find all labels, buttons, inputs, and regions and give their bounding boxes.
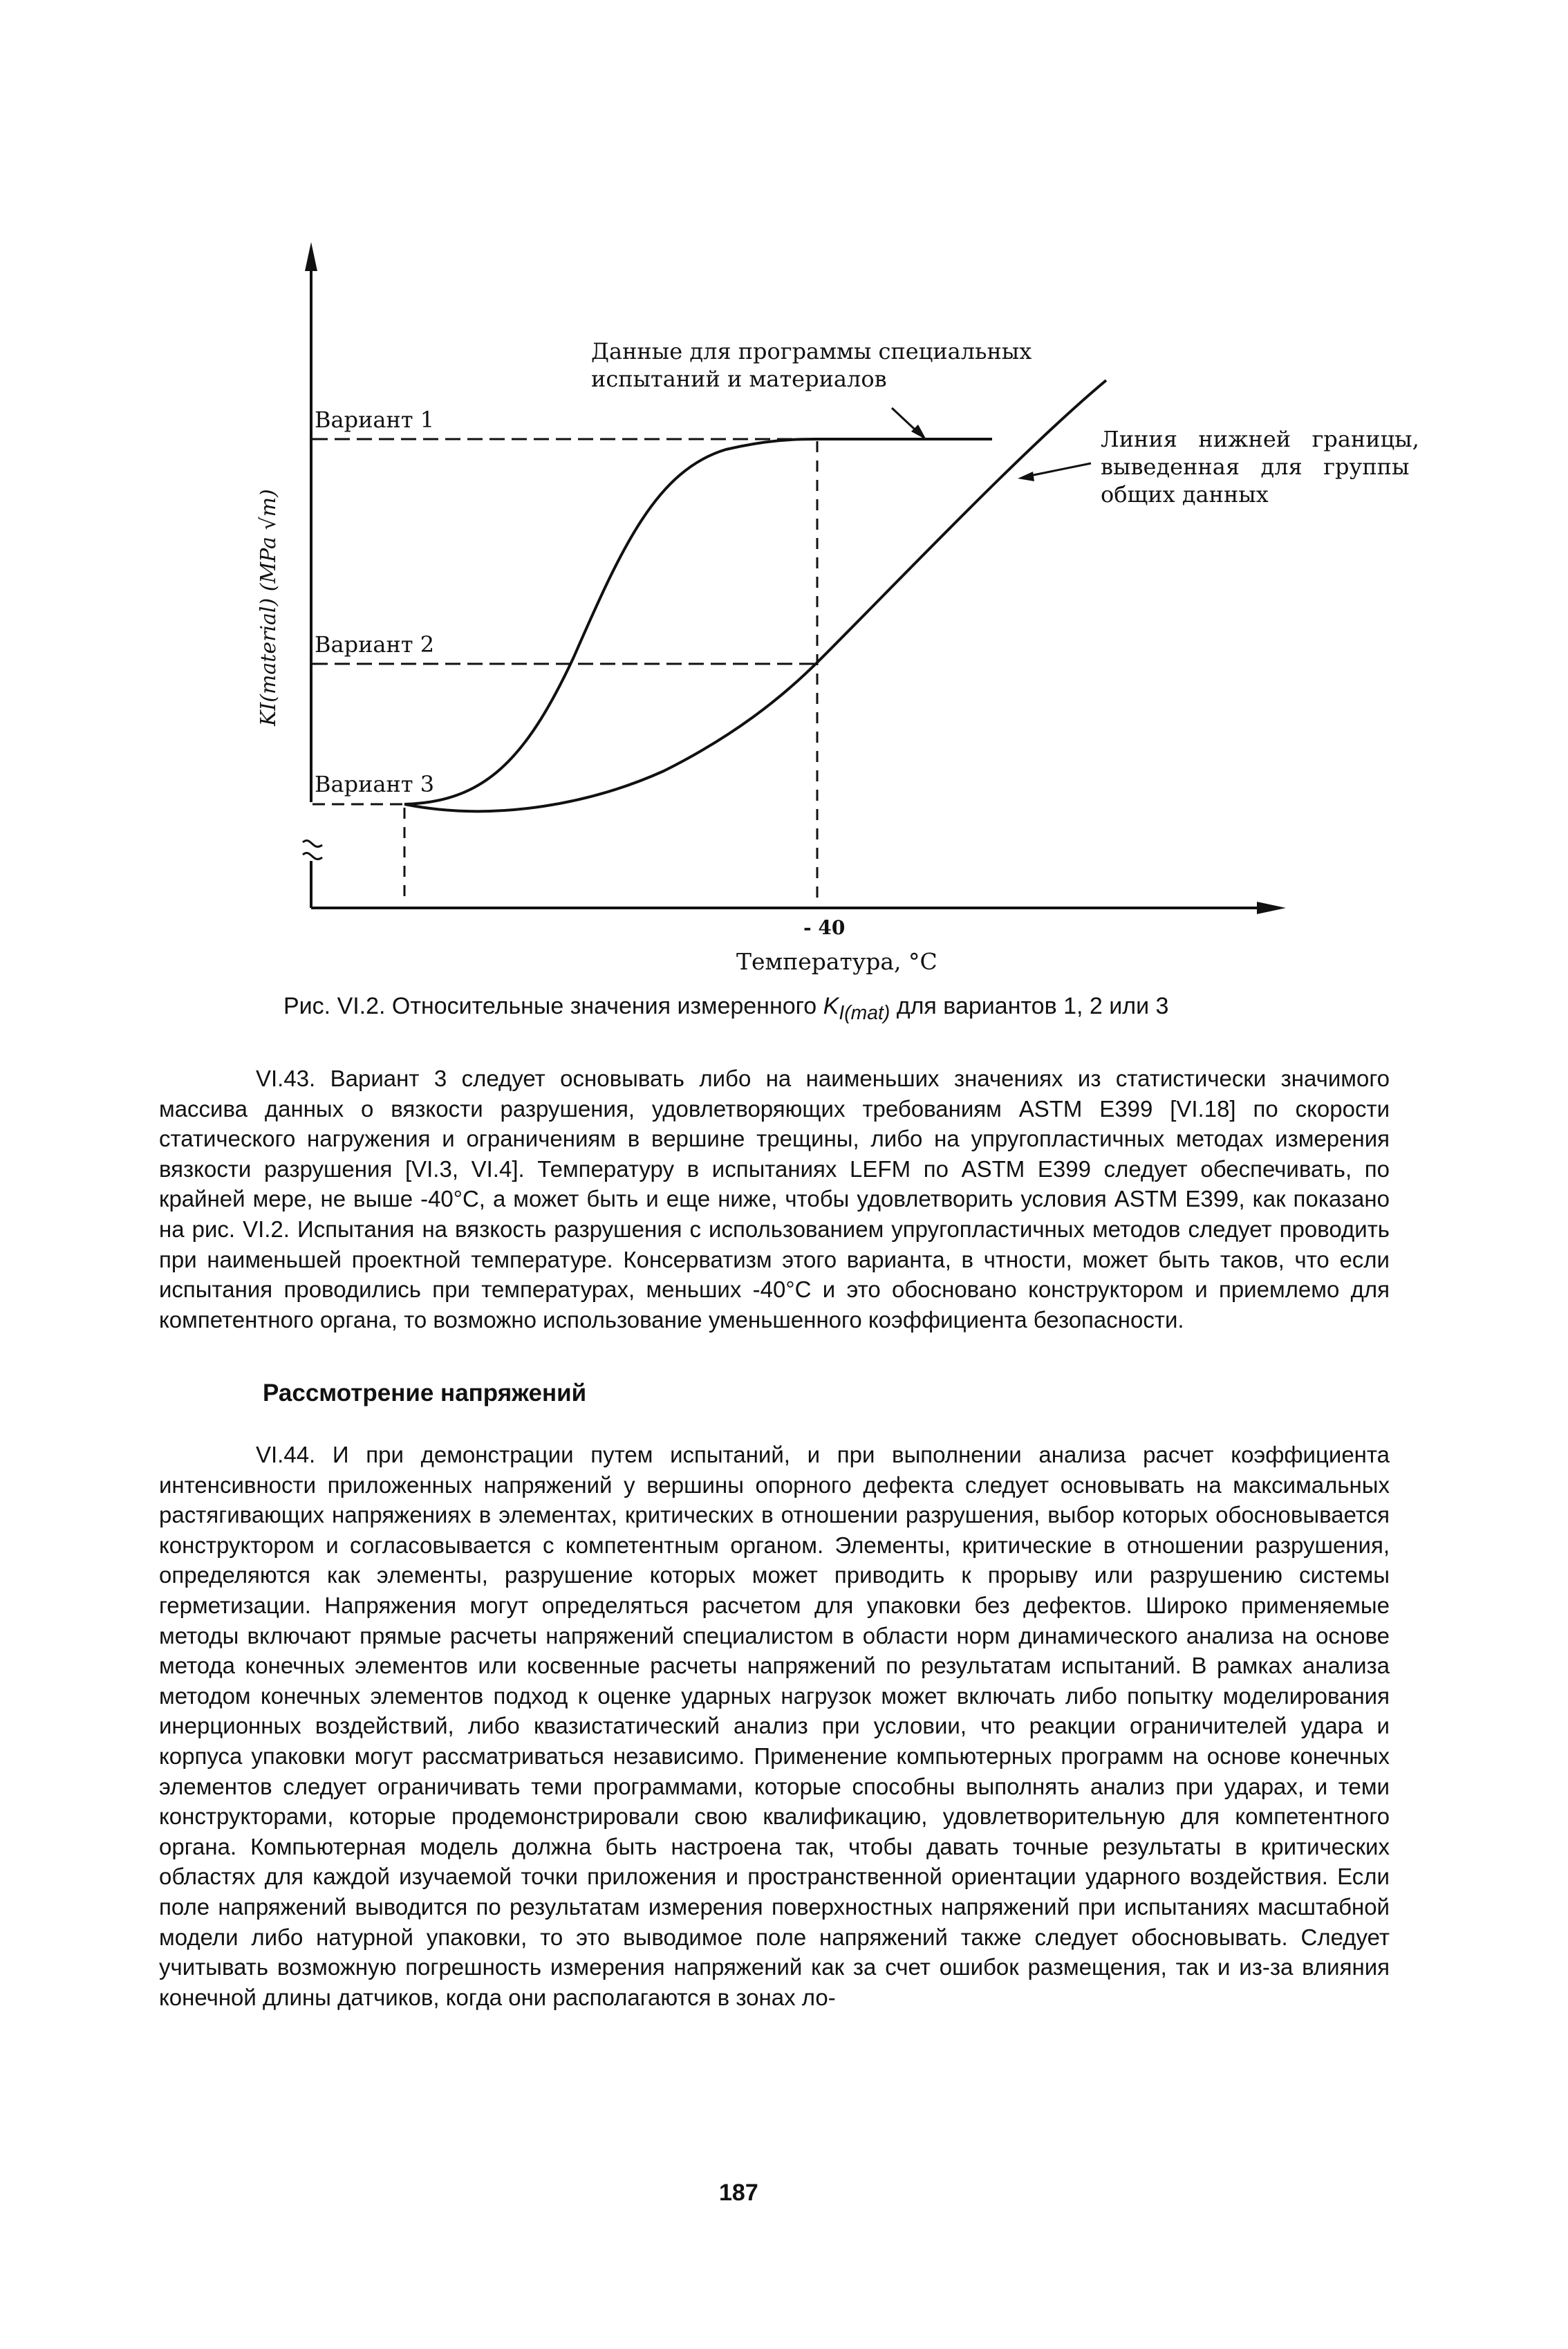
section-heading: Рассмотрение напряжений [263,1380,587,1406]
axis-break-mark [303,841,322,860]
variant2-label: Вариант 2 [315,631,435,658]
annotation-top-line1: Данные для программы специальных [591,338,1032,364]
annotation-right-line2: выведенная для группы [1101,454,1410,480]
page-number: 187 [719,2180,758,2206]
x-axis-label: Температура, °C [736,948,937,975]
annotation-right-arrowhead [1018,472,1034,481]
caption-prefix: Рис. VI.2. Относительные значения измеренного [283,993,823,1019]
paragraph-vi-43-block [159,1064,1390,1335]
annotation-right-line3: общих данных [1101,481,1269,508]
y-axis-label: KI(material) (MPa √m) [256,489,281,726]
x-axis-arrow [1257,902,1286,914]
caption-subscript: I(mat) [839,1001,890,1024]
annotation-right-line1: Линия нижней границы, [1101,426,1419,452]
variant3-label: Вариант 3 [315,771,435,797]
y-axis-arrow [305,242,317,271]
figure-caption [283,993,1390,1025]
paragraph-vi-44-block [159,1440,1390,2012]
chart-svg [0,0,1568,1023]
annotation-top-line2: испытаний и материалов [591,366,887,392]
variant1-label: Вариант 1 [315,407,435,433]
x-tick-minus40: - 40 [803,916,846,939]
caption-symbol: K [823,993,839,1019]
paragraph-vi-44: VI.44. И при демонстрации путем испытаний, и при выполнении анализа расчет коэффициента интенсивности приложенных напряжений у вершины опорного дефекта следует основывать на максимальных растягивающих напряжениях в элементах, критических в отношении разрушения, выбор которых обосновывается конструктором и согласовывается с компетентным органом. Элементы, критические в отношении разрушения, определяются как элементы, разрушение которых может приводить к прорыву или разрушению системы герметизации. Напряжения могут определяться расчетом для упаковки без дефектов. Широко применяемые методы включают прямые расчеты напряжений специалистом в области норм динамического анализа на основе метода конечных элементов или косвенные расчеты напряжений по результатам испытаний. В рамках анализа методом конечных элементов подход к оценке ударных нагрузок может включать либо попытку моделирования инерционных воздействий, либо квазистатический анализ при условии, что реакции ограничителей удара и корпуса упаковки могут рассматриваться независимо. Применение компьютерных программ на основе конечных элементов следует ограничивать теми программами, которые способны выполнять анализ при ударах, и теми конструкторами, которые продемонстрировали свою квалификацию, удовлетворительную для компетентного органа. Компьютерная модель должна быть настроена так, чтобы давать точные результаты в критических областях для каждой изучаемой точки приложения и пространственной ориентации ударного воздействия. Если поле напряжений выводится по результатам измерения поверхностных напряжений при испытаниях масштабной модели либо натурной упаковки, то это выводимое поле напряжений также следует обосновывать. Следует учитывать возможную погрешность измерения напряжений как за счет ошибок размещения, так и из-за влияния конечной длины датчиков, когда они располагаются в зонах ло- [159,1442,1390,2010]
figure-vi-2 [0,0,1568,1023]
special-testing-curve [404,439,816,804]
caption-suffix: для вариантов 1, 2 или 3 [890,993,1169,1019]
paragraph-vi-43: VI.43. Вариант 3 следует основывать либо на наименьших значениях из статистически значимого массива данных о вязкости разрушения, удовлетворяющих требованиям ASTM E399 [VI.18] по скорости статического нагружения и ограничениям в вершине трещины, либо на упругопластичных методах измерения вязкости разрушения [VI.3, VI.4]. Температуру в испытаниях LEFM по ASTM E399 следует обеспечивать, по крайней мере, не выше -40°C, а может быть и еще ниже, чтобы удовлетворить условия ASTM E399, как показано на рис. VI.2. Испытания на вязкость разрушения с использованием упругопластичных методов следует проводить при наименьшей проектной температуре. Консерватизм этого варианта, в чтности, может быть таков, что если испытания проводились при температурах, меньших -40°C и это обосновано конструктором и приемлемо для компетентного органа, то возможно использование уменьшенного коэффициента безопасности. [159,1066,1390,1333]
